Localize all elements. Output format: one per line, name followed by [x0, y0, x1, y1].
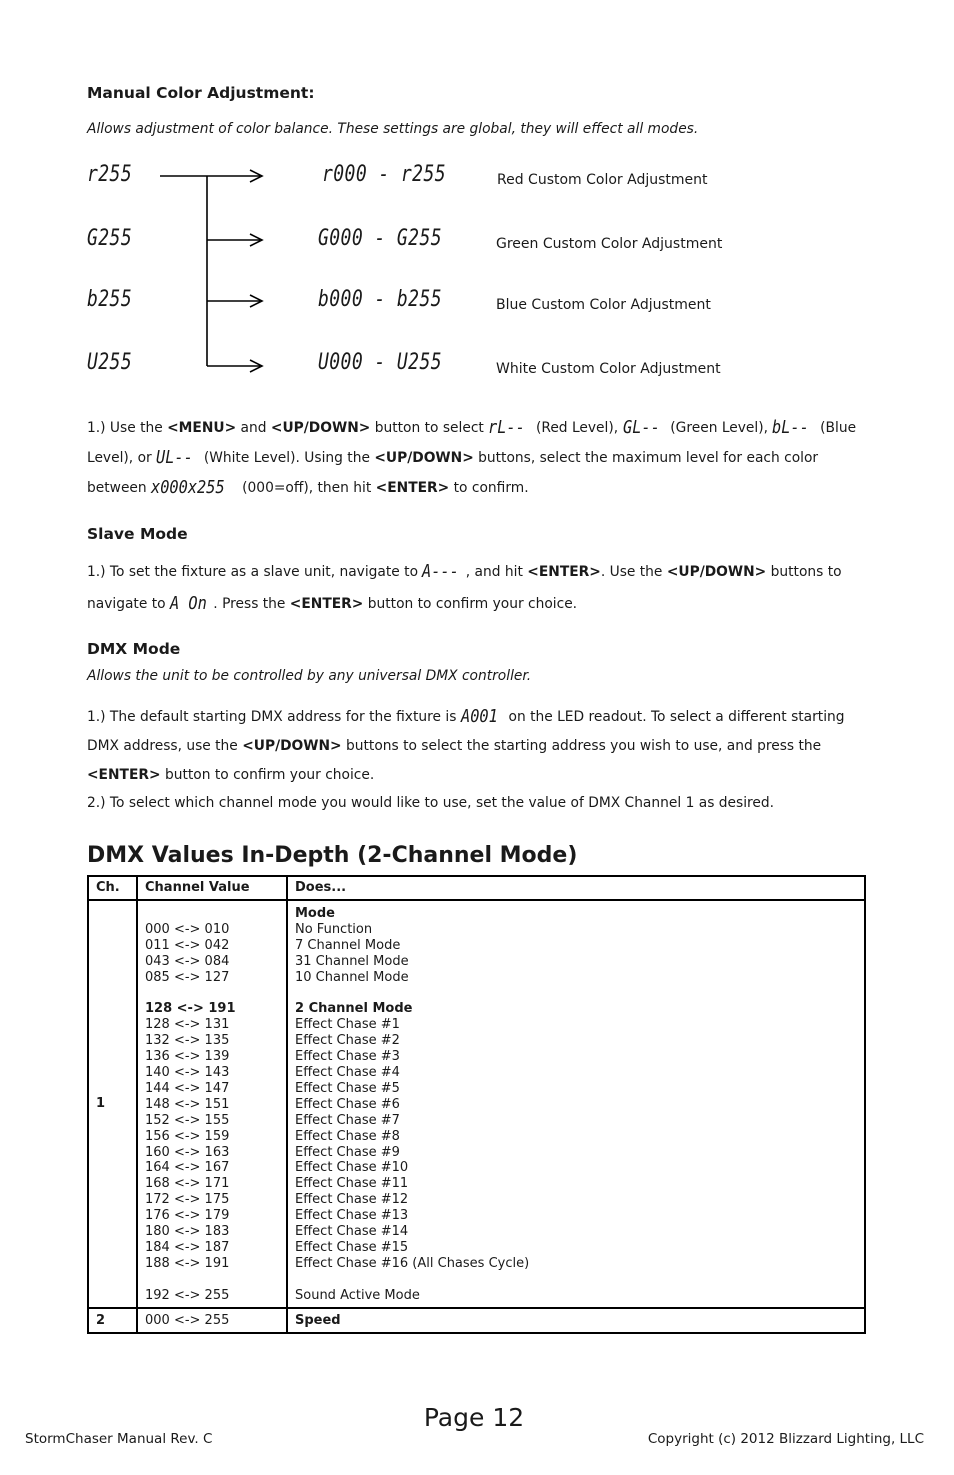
- ch1-value-line: 011 <-> 042: [145, 937, 230, 953]
- header-ch: Ch.: [88, 876, 137, 900]
- ch1-value-line: 140 <-> 143: [145, 1065, 230, 1081]
- lcd-a-dash: A---: [422, 561, 460, 582]
- ch1-value-line: 156 <-> 159: [145, 1128, 230, 1144]
- ch1-does-line: 2 Channel Mode: [295, 1001, 413, 1017]
- footer-right: Copyright (c) 2012 Blizzard Lighting, LLC: [647, 1431, 924, 1447]
- ch1-does-line: [295, 1272, 857, 1288]
- ch1-does-line: 10 Channel Mode: [295, 969, 409, 985]
- table-row-ch1: [88, 900, 865, 1308]
- ch1-value-line: 132 <-> 135: [145, 1033, 230, 1049]
- lcd-a001: A001: [460, 706, 498, 727]
- ch1-value-line: 136 <-> 139: [145, 1049, 230, 1065]
- lcd-r-range: r000 - r255: [322, 162, 446, 187]
- ch1-value-line: [145, 1272, 279, 1288]
- ch1-value-line: 128 <-> 191: [145, 1001, 236, 1017]
- lcd-range: x000x255: [151, 477, 225, 498]
- ch1-does-line: Effect Chase #2: [295, 1033, 400, 1049]
- ch1-value-line: 128 <-> 131: [145, 1017, 230, 1033]
- lcd-ul: UL--: [156, 447, 193, 468]
- ch1-does-line: Effect Chase #8: [295, 1128, 400, 1144]
- lcd-bl: bL--: [772, 417, 810, 438]
- slave-mode-title: Slave Mode: [87, 525, 188, 543]
- ch1-value-line: 164 <-> 167: [145, 1160, 230, 1176]
- ch2-value: 000 <-> 255: [137, 1308, 287, 1333]
- ch1-value-line: 176 <-> 179: [145, 1208, 230, 1224]
- ch1-value-line: 144 <-> 147: [145, 1080, 230, 1096]
- dmx-mode-subtitle: Allows the unit to be controlled by any universal DMX controller.: [87, 668, 532, 684]
- ch1-does-line: Effect Chase #10: [295, 1160, 409, 1176]
- manual-color-step1: 1.) Use the <MENU> and <UP/DOWN> button to select rL-- (Red Level), GL-- (Green Level), bL-- (Blue Level), or UL-- (White Level). Using the <UP/DOWN> buttons, select the maximum level for each color between x000x255 (000=off), then hit <ENTER> to confirm.: [87, 413, 877, 503]
- ch1-does-line: Effect Chase #1: [295, 1017, 400, 1033]
- ch2-does: Speed: [287, 1308, 865, 1333]
- ch1-value-line: 188 <-> 191: [145, 1255, 230, 1271]
- ch1-does-line: Mode: [295, 906, 335, 921]
- dmx-mode-step2: 2.) To select which channel mode you would like to use, set the value of DMX Channel 1 as desired.: [87, 795, 775, 811]
- lcd-g-range: G000 - G255: [318, 226, 442, 251]
- manual-color-title: Manual Color Adjustment:: [87, 84, 315, 102]
- ch1-does-line: Effect Chase #12: [295, 1192, 409, 1208]
- ch1-does: [287, 900, 865, 1308]
- ch2-number: 2: [88, 1308, 137, 1333]
- dmx-table-title: DMX Values In-Depth (2-Channel Mode): [87, 843, 578, 868]
- slave-mode-text: 1.) To set the fixture as a slave unit, navigate to A--- , and hit <ENTER>. Use the <UP/DOWN> buttons to navigate to A On . Press the <ENTER> button to confirm your choice.: [87, 556, 877, 620]
- ch1-value-line: 184 <-> 187: [145, 1240, 230, 1255]
- dmx-values-table: [87, 875, 866, 1334]
- ch1-does-line: Sound Active Mode: [295, 1287, 420, 1303]
- lcd-a-on: A On: [169, 593, 207, 614]
- menu-arrow-diagram: [150, 165, 275, 375]
- ch1-number: 1: [88, 900, 137, 1308]
- lcd-b-range: b000 - b255: [318, 287, 442, 312]
- desc-red: Red Custom Color Adjustment: [497, 172, 708, 188]
- ch1-values: [137, 900, 287, 1308]
- dmx-mode-step1: 1.) The default starting DMX address for the fixture is A001 on the LED readout. To select a different starting DMX address, use the <UP/DOWN> buttons to select the starting address you wish to use, and press the <ENTER> button to confirm your choice.: [87, 702, 877, 790]
- ch1-value-line: 085 <-> 127: [145, 969, 230, 985]
- ch1-value-line: 148 <-> 151: [145, 1096, 230, 1112]
- ch1-value-line: 160 <-> 163: [145, 1144, 230, 1160]
- footer-left: StormChaser Manual Rev. C: [25, 1431, 213, 1447]
- table-row-ch2: [88, 1308, 865, 1333]
- lcd-r255: r255: [87, 162, 133, 187]
- ch1-does-line: Effect Chase #16 (All Chases Cycle): [295, 1255, 530, 1271]
- ch1-does-line: Effect Chase #6: [295, 1096, 400, 1112]
- desc-blue: Blue Custom Color Adjustment: [496, 297, 711, 313]
- dmx-mode-title: DMX Mode: [87, 640, 181, 658]
- ch1-value-line: 152 <-> 155: [145, 1112, 230, 1128]
- ch1-does-line: Effect Chase #5: [295, 1080, 400, 1096]
- desc-white: White Custom Color Adjustment: [496, 361, 721, 377]
- ch1-does-line: 7 Channel Mode: [295, 937, 401, 953]
- header-does: Does...: [287, 876, 865, 900]
- ch1-value-line: 180 <-> 183: [145, 1224, 230, 1240]
- desc-green: Green Custom Color Adjustment: [496, 236, 723, 252]
- ch1-does-line: 31 Channel Mode: [295, 953, 409, 969]
- lcd-u255: U255: [87, 350, 133, 375]
- ch1-value-line: 043 <-> 084: [145, 953, 230, 969]
- ch1-does-line: Effect Chase #13: [295, 1208, 409, 1224]
- ch1-value-line: 172 <-> 175: [145, 1192, 230, 1208]
- lcd-g255: G255: [87, 226, 133, 251]
- ch1-value-line: 168 <-> 171: [145, 1176, 230, 1192]
- ch1-does-line: No Function: [295, 921, 373, 937]
- ch1-value-line: 192 <-> 255: [145, 1287, 230, 1303]
- ch1-does-line: Effect Chase #14: [295, 1224, 409, 1240]
- page-number: Page 12: [423, 1403, 525, 1432]
- ch1-does-line: Effect Chase #9: [295, 1144, 400, 1160]
- ch1-does-line: [295, 986, 857, 1002]
- lcd-rl: rL--: [488, 417, 526, 438]
- manual-color-subtitle: Allows adjustment of color balance. These settings are global, they will effect all modes.: [87, 121, 699, 137]
- ch1-value-line: [145, 906, 279, 922]
- lcd-b255: b255: [87, 287, 133, 312]
- ch1-does-line: Effect Chase #7: [295, 1112, 400, 1128]
- lcd-u-range: U000 - U255: [318, 350, 442, 375]
- table-header-row: [88, 876, 865, 900]
- lcd-gl: GL--: [622, 417, 660, 438]
- ch1-does-line: Effect Chase #11: [295, 1176, 409, 1192]
- ch1-does-line: Effect Chase #3: [295, 1049, 400, 1065]
- ch1-does-line: Effect Chase #4: [295, 1065, 400, 1081]
- ch1-value-line: 000 <-> 010: [145, 921, 230, 937]
- ch1-does-line: Effect Chase #15: [295, 1240, 409, 1256]
- ch1-value-line: [145, 986, 279, 1002]
- header-channel-value: Channel Value: [137, 876, 287, 900]
